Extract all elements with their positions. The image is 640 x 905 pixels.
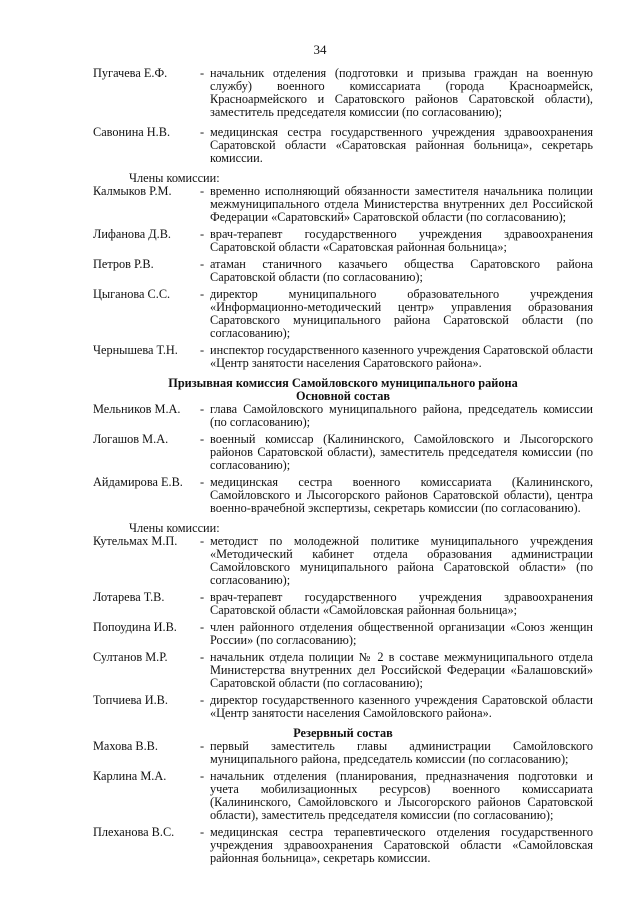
- person-entry: [93, 740, 593, 766]
- person-entry: [93, 770, 593, 822]
- person-description: методист по молодежной политике муниципального учреждения «Методический кабинет отдела образования администрации Самойловского муниципального района Саратовской области» (по согласованию);: [210, 534, 593, 587]
- person-description: первый заместитель главы администрации Самойловского муниципального района, председатель комиссии (по согласованию);: [210, 739, 593, 766]
- person-entry: [93, 288, 593, 340]
- dash: -: [200, 402, 205, 416]
- person-description: медицинская сестра военного комиссариата (Калининского, Самойловского и Лысогорского районов Саратовской области), центра военно-врачебной экспертизы, секретарь комиссии (по согласованию).: [210, 475, 593, 515]
- person-description: атаман станичного казачьего общества Саратовского района Саратовской области (по согласованию);: [210, 257, 593, 284]
- block1-members: [93, 185, 593, 370]
- person-description: начальник отдела полиции № 2 в составе межмуниципального отдела Министерства внутренних дел Российской Федерации «Балашовский» Саратовской области (по согласованию);: [210, 650, 593, 690]
- dash: -: [200, 343, 205, 357]
- block2-members: [93, 535, 593, 720]
- dash: -: [200, 825, 205, 839]
- person-entry: [93, 344, 593, 370]
- dash: -: [200, 620, 205, 634]
- page-number: 34: [313, 42, 327, 57]
- person-description: врач-терапевт государственного учреждения здравоохранения Саратовской области «Самойловская районная больница»;: [210, 590, 593, 617]
- person-entry: [93, 185, 593, 224]
- person-description: начальник отделения (подготовки и призыва граждан на военную службу) военного комиссариата (города Красноармейск, Красноармейского и Саратовского районов Саратовской области), заместитель председателя комиссии (по согласованию);: [210, 66, 593, 119]
- person-name: Логашов М.А.: [93, 432, 169, 446]
- person-entry: [93, 826, 593, 865]
- section-title: Призывная комиссия Самойловского муниципального района: [168, 376, 518, 390]
- dash: -: [200, 184, 205, 198]
- dash: -: [200, 534, 205, 548]
- person-name: Плеханова В.С.: [93, 825, 175, 839]
- person-name: Топчиева И.В.: [93, 693, 168, 707]
- person-description: глава Самойловского муниципального района, председатель комиссии (по согласованию);: [210, 402, 593, 429]
- person-name: Чернышева Т.Н.: [93, 343, 178, 357]
- person-entry: [93, 651, 593, 690]
- reserve-entries: [93, 740, 593, 865]
- person-description: военный комиссар (Калининского, Самойловского и Лысогорского районов Саратовской области), заместитель председателя комиссии (по согласованию);: [210, 432, 593, 472]
- block2-entries: [93, 403, 593, 515]
- person-name: Махова В.В.: [93, 739, 158, 753]
- dash: -: [200, 769, 205, 783]
- block1-entries: [93, 67, 593, 165]
- person-name: Айдамирова Е.В.: [93, 475, 183, 489]
- person-description: временно исполняющий обязанности заместителя начальника полиции межмуниципального отдела Министерства внутренних дел Российской Федерации «Саратовский» Саратовской области (по согласованию);: [210, 184, 593, 224]
- dash: -: [200, 739, 205, 753]
- dash: -: [200, 287, 205, 301]
- dash: -: [200, 66, 205, 80]
- reserve-title: Резервный состав: [293, 726, 393, 740]
- dash: -: [200, 590, 205, 604]
- person-entry: [93, 67, 593, 119]
- person-name: Пугачева Е.Ф.: [93, 66, 168, 80]
- document-body: [93, 67, 593, 865]
- person-name: Кутельмах М.П.: [93, 534, 178, 548]
- person-name: Мельников М.А.: [93, 402, 181, 416]
- person-entry: [93, 591, 593, 617]
- person-entry: [93, 228, 593, 254]
- person-entry: [93, 126, 593, 165]
- person-entry: [93, 258, 593, 284]
- members-label: Члены комиссии:: [129, 171, 220, 185]
- person-name: Цыганова С.С.: [93, 287, 171, 301]
- dash: -: [200, 257, 205, 271]
- person-description: врач-терапевт государственного учреждения здравоохранения Саратовской области «Саратовская районная больница»;: [210, 227, 593, 254]
- dash: -: [200, 693, 205, 707]
- person-entry: [93, 433, 593, 472]
- person-entry: [93, 621, 593, 647]
- dash: -: [200, 432, 205, 446]
- person-name: Петров Р.В.: [93, 257, 154, 271]
- dash: -: [200, 227, 205, 241]
- person-description: директор муниципального образовательного учреждения «Информационно-методический центр» управления образования Саратовского муниципального района Саратовской области (по согласованию);: [210, 287, 593, 340]
- person-description: инспектор государственного казенного учреждения Саратовской области «Центр занятости населения Саратовского района».: [210, 343, 593, 370]
- person-name: Карлина М.А.: [93, 769, 167, 783]
- person-entry: [93, 535, 593, 587]
- section-subtitle: Основной состав: [295, 389, 391, 403]
- person-name: Калмыков Р.М.: [93, 184, 172, 198]
- person-description: начальник отделения (планирования, предназначения подготовки и учета мобилизационных ресурсов) военного комиссариата (Калининского, Самойловского и Лысогорского районов Саратовской области), заместитель председателя комиссии (по согласованию);: [210, 769, 593, 822]
- person-name: Лифанова Д.В.: [93, 227, 171, 241]
- person-name: Султанов М.Р.: [93, 650, 168, 664]
- person-description: медицинская сестра терапевтического отделения государственного учреждения здравоохранения Саратовской области «Самойловская районная больница», секретарь комиссии.: [210, 825, 593, 865]
- person-name: Лотарева Т.В.: [93, 590, 165, 604]
- person-name: Савонина Н.В.: [93, 125, 171, 139]
- person-description: член районного отделения общественной организации «Союз женщин России» (по согласованию);: [210, 620, 593, 647]
- dash: -: [200, 475, 205, 489]
- person-description: директор государственного казенного учреждения Саратовской области «Центр занятости населения Самойловского района».: [210, 693, 593, 720]
- members-label: Члены комиссии:: [129, 521, 220, 535]
- person-entry: [93, 694, 593, 720]
- person-entry: [93, 403, 593, 429]
- dash: -: [200, 125, 205, 139]
- dash: -: [200, 650, 205, 664]
- person-entry: [93, 476, 593, 515]
- person-name: Попоудина И.В.: [93, 620, 177, 634]
- person-description: медицинская сестра государственного учреждения здравоохранения Саратовской области «Саратовская районная больница», секретарь комиссии.: [210, 125, 593, 165]
